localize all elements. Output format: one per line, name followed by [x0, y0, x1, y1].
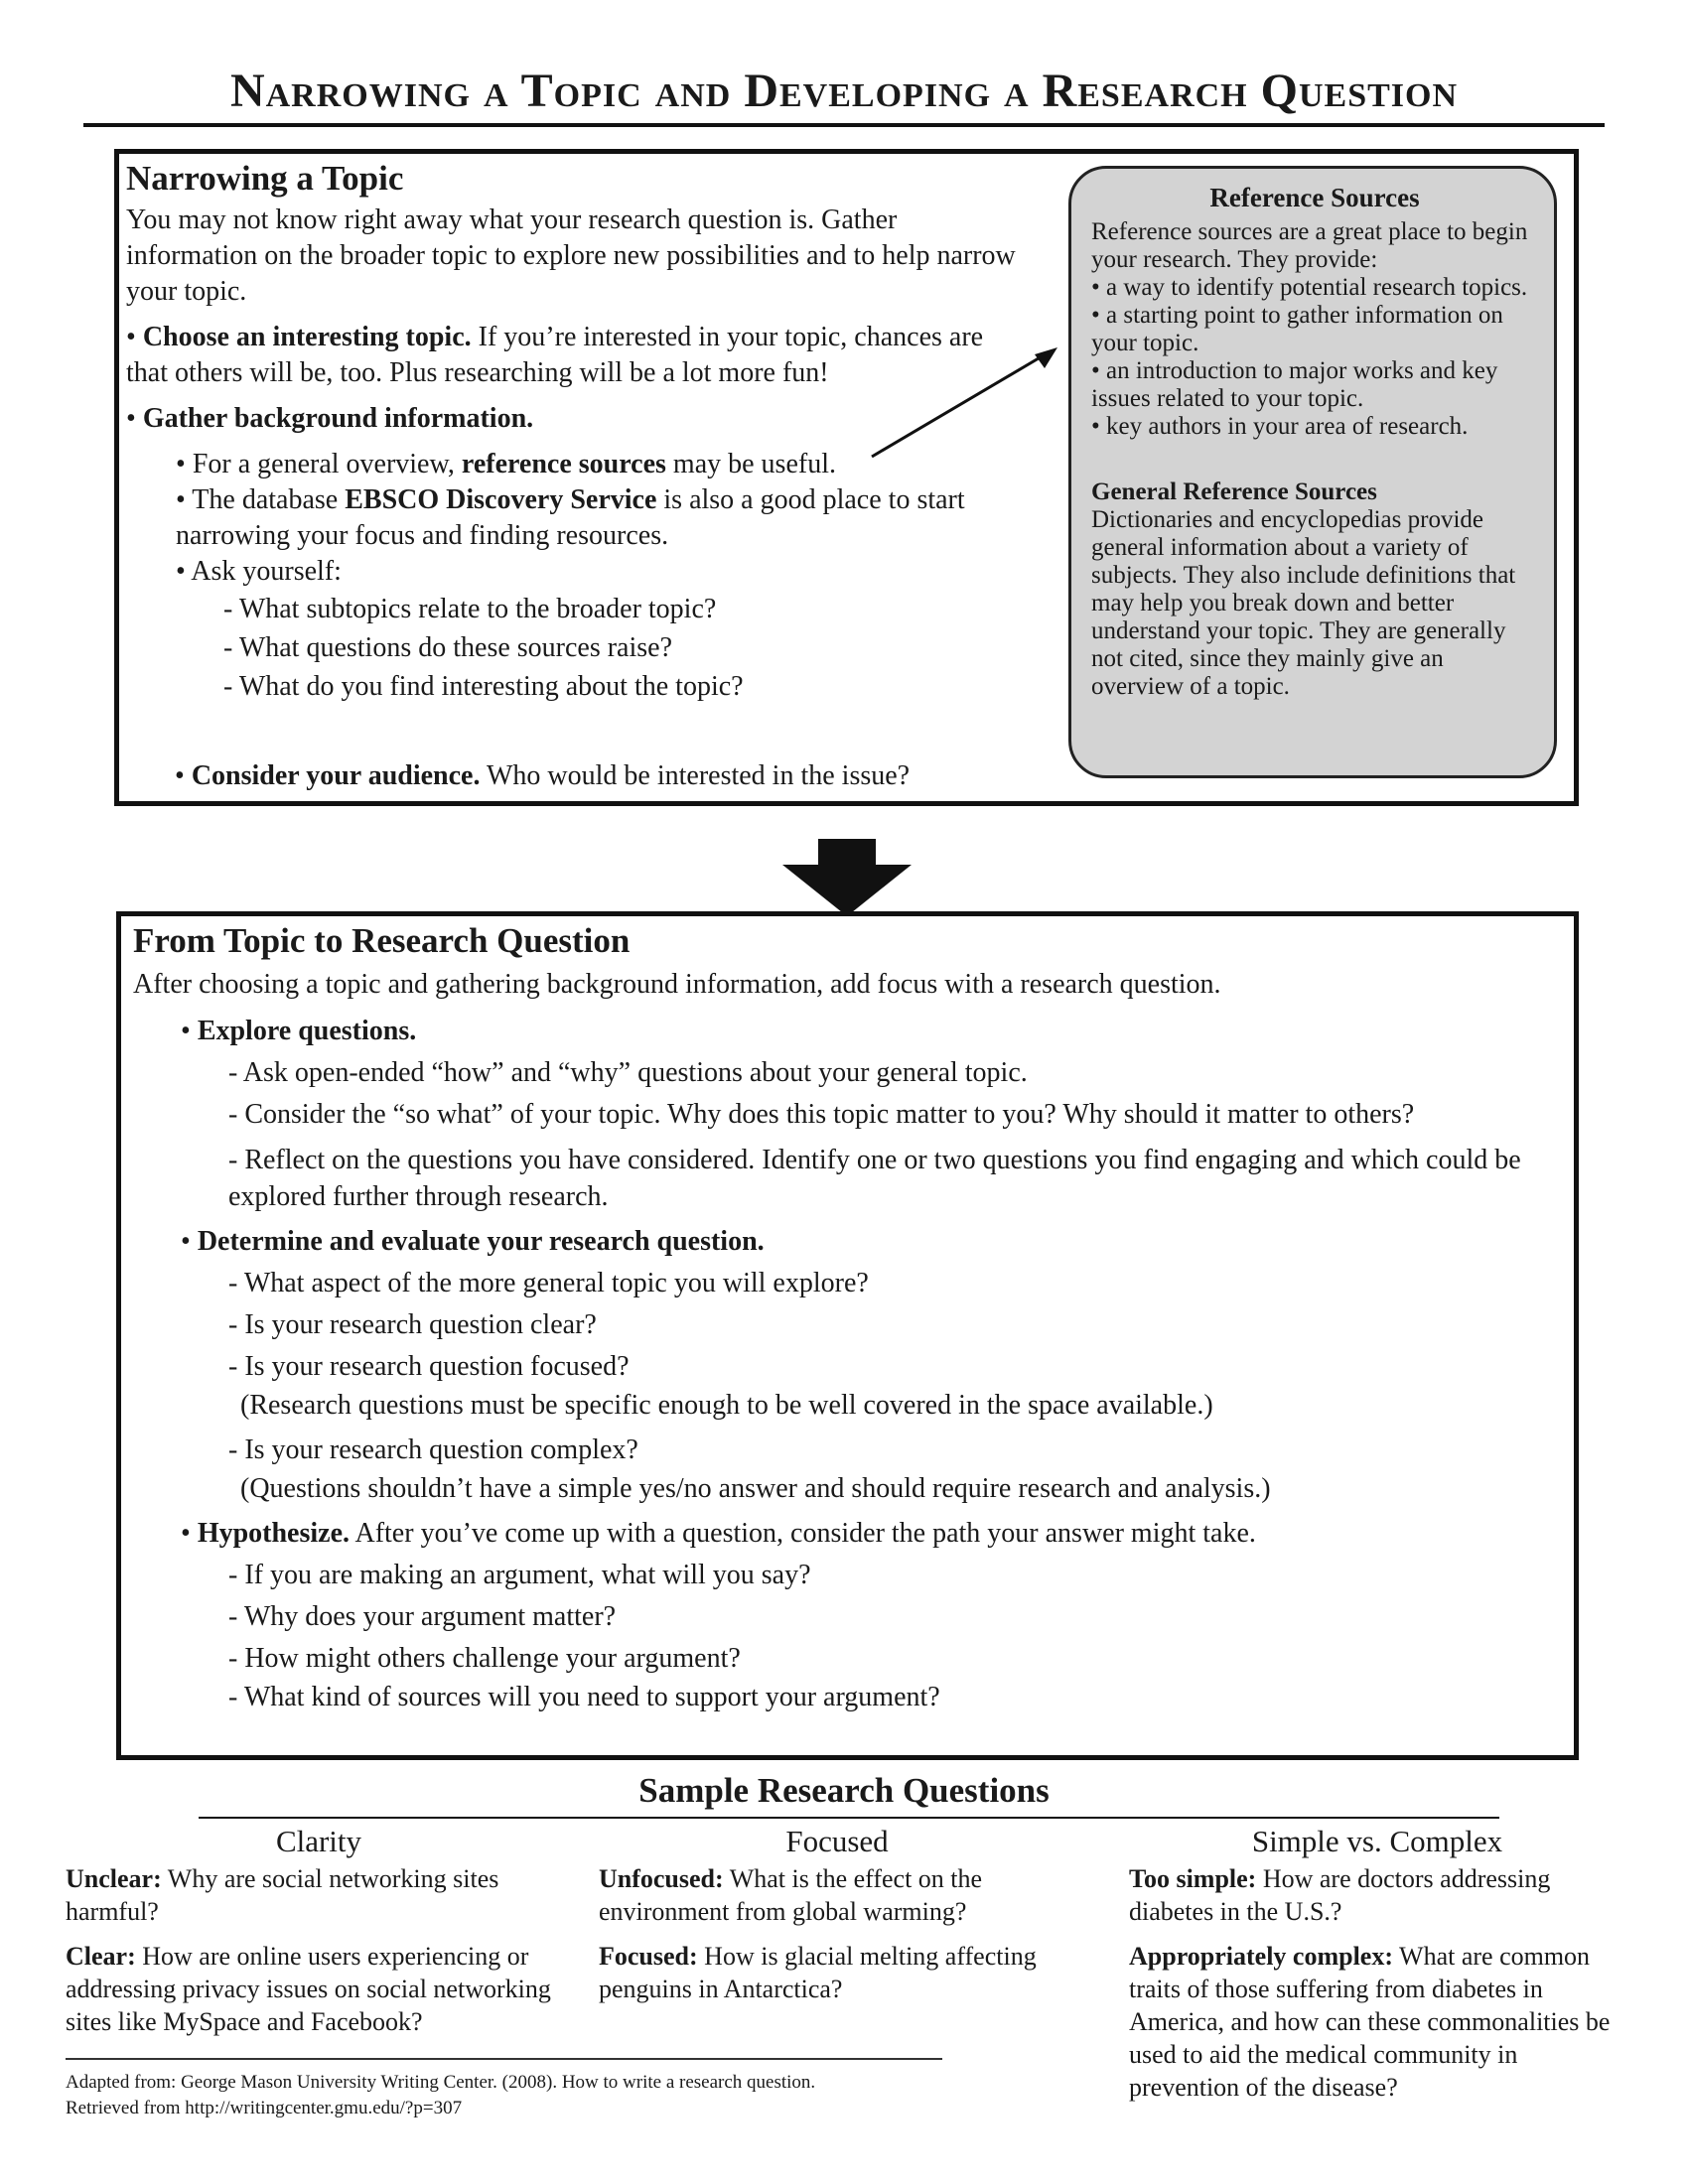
clarity-column	[66, 1823, 572, 2038]
focused-example: Focused: How is glacial melting affecting penguins in Antarctica?	[599, 1942, 1037, 2003]
explore-item: - Ask open-ended “how” and “why” questions about your general topic.	[228, 1057, 1028, 1088]
pointer-arrow-icon	[864, 342, 1062, 462]
complexity-heading: Simple vs. Complex	[1251, 1824, 1503, 1858]
bullet-background: • Gather background information.	[126, 403, 534, 434]
hypothesize-item: - What kind of sources will you need to support your argument?	[228, 1682, 940, 1712]
page-title: Narrowing a Topic and Developing a Research Question	[229, 65, 1459, 117]
unclear-example: Unclear: Why are social networking sites harmful?	[66, 1864, 499, 1926]
sample-divider	[199, 1817, 1499, 1819]
unfocused-example: Unfocused: What is the effect on the environment from global warming?	[599, 1864, 983, 1926]
hypothesize-item: - If you are making an argument, what will you say?	[228, 1560, 811, 1590]
complexity-column	[1129, 1823, 1625, 2104]
question-item: - What do you find interesting about the topic?	[223, 671, 744, 702]
hypothesize-item: - Why does your argument matter?	[228, 1601, 617, 1632]
citation-divider	[66, 2058, 942, 2060]
focused-column	[599, 1823, 1075, 2005]
narrowing-intro: You may not know right away what your research question is. Gather information on the broader topic to explore new possibilities and to help narrow your topic.	[126, 205, 1016, 307]
bullet-determine: • Determine and evaluate your research question.	[181, 1226, 765, 1257]
reference-intro: Reference sources are a great place to begin your research. They provide:	[1091, 218, 1528, 273]
complex-example: Appropriately complex: What are common traits of those suffering from diabetes in America, and how can these commonalities be used to aid the medical community in prevention of the disease?	[1129, 1942, 1611, 2102]
bullet-explore: • Explore questions.	[181, 1016, 417, 1046]
citation	[66, 2070, 959, 2121]
reference-item: • a way to identify potential research topics.	[1091, 274, 1528, 301]
bullet-audience: • Consider your audience. Who would be interested in the issue?	[175, 760, 911, 791]
sample-questions-title: Sample Research Questions	[638, 1771, 1050, 1810]
determine-item: - Is your research question complex?	[228, 1434, 638, 1465]
topic-to-question-intro: After choosing a topic and gathering background information, add focus with a research question.	[133, 969, 1221, 1000]
topic-to-question-heading: From Topic to Research Question	[133, 921, 631, 960]
determine-item: - Is your research question focused?	[228, 1351, 630, 1382]
determine-item: - Is your research question clear?	[228, 1309, 597, 1340]
hypothesize-item: - How might others challenge your argument?	[228, 1643, 741, 1674]
bullet-interesting-topic: • Choose an interesting topic. If you’re interested in your topic, chances are that others will be, too. Plus researching will be a lot more fun!	[126, 322, 984, 388]
narrowing-topic-heading: Narrowing a Topic	[126, 159, 404, 198]
down-arrow-icon	[782, 839, 912, 918]
topic-to-question-section	[133, 919, 1563, 1715]
citation-line: Retrieved from http://writingcenter.gmu.edu/?p=307	[66, 2098, 463, 2118]
too-simple-example: Too simple: How are doctors addressing diabetes in the U.S.?	[1129, 1864, 1551, 1926]
determine-note: (Questions shouldn’t have a simple yes/no answer and should require research and analysis.)	[240, 1473, 1271, 1504]
reference-item: • key authors in your area of research.	[1091, 413, 1469, 440]
title-divider	[83, 123, 1605, 127]
clarity-heading: Clarity	[275, 1824, 362, 1858]
determine-note: (Research questions must be specific enough to be well covered in the space available.)	[240, 1390, 1213, 1421]
sub-ebsco: • The database EBSCO Discovery Service is also a good place to start narrowing your focus and finding resources.	[176, 484, 965, 551]
determine-item: - What aspect of the more general topic you will explore?	[228, 1268, 869, 1298]
question-item: - What questions do these sources raise?	[223, 632, 673, 663]
focused-heading: Focused	[785, 1824, 889, 1858]
reference-sources-sidebar	[1068, 166, 1557, 778]
reference-item: • a starting point to gather information on your topic.	[1091, 302, 1503, 356]
explore-item: - Consider the “so what” of your topic. Why does this topic matter to you? Why should it matter to others?	[228, 1099, 1415, 1130]
sub-reference-sources: • For a general overview, reference sources may be useful.	[176, 449, 836, 479]
explore-item: - Reflect on the questions you have considered. Identify one or two questions you find engaging and which could be explored further through research.	[228, 1145, 1521, 1212]
reference-sources-title: Reference Sources	[1209, 183, 1420, 212]
citation-line: Adapted from: George Mason University Writing Center. (2008). How to write a research question.	[66, 2072, 816, 2093]
general-reference-text: Dictionaries and encyclopedias provide general information about a variety of subjects. They also include definitions that may help you break down and better understand your topic. They are generally not cited, since they mainly give an overview of a topic.	[1091, 506, 1516, 700]
general-reference-heading: General Reference Sources	[1091, 478, 1377, 505]
clear-example: Clear: How are online users experiencing or addressing privacy issues on social networking sites like MySpace and Facebook?	[66, 1942, 551, 2036]
question-item: - What subtopics relate to the broader topic?	[223, 594, 717, 624]
reference-item: • an introduction to major works and key issues related to your topic.	[1091, 357, 1498, 412]
sub-ask-yourself: • Ask yourself:	[176, 556, 342, 587]
bullet-hypothesize: • Hypothesize. After you’ve come up with a question, consider the path your answer might take.	[181, 1518, 1256, 1549]
